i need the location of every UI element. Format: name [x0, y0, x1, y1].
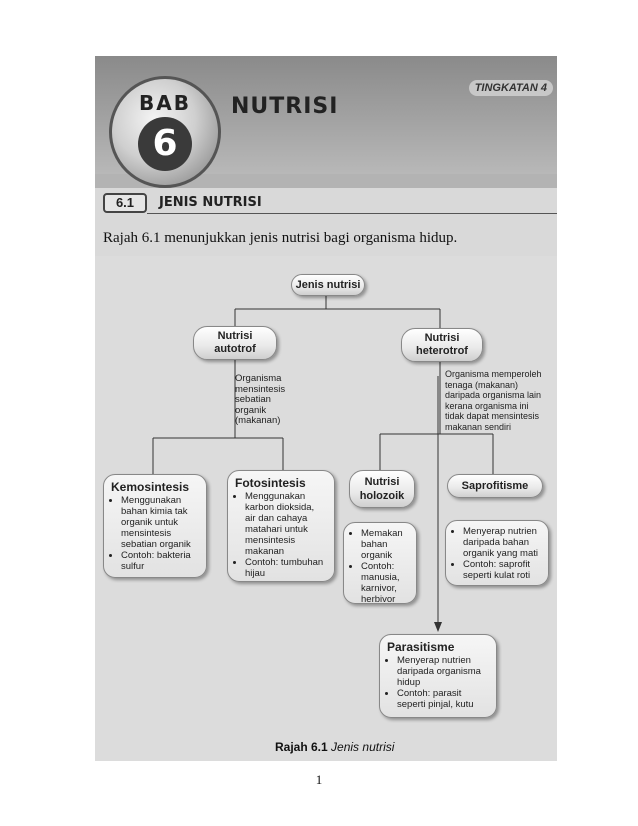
page-number: 1	[315, 772, 323, 787]
saprofitisme-point: • Contoh: saprofit seperti kulat roti	[463, 559, 541, 581]
parasitisme-point: • Menyerap nutrien daripada organisma hidup	[397, 655, 489, 688]
section-title: JENIS NUTRISI	[159, 195, 262, 210]
scanned-page	[95, 56, 557, 761]
fotosintesis-card	[227, 470, 335, 582]
holozoik-node	[349, 470, 415, 508]
holozoik-title-line1: Nutrisi	[364, 476, 400, 488]
autotrof-title-line1: Nutrisi	[217, 330, 253, 342]
fotosintesis-point: • Contoh: tumbuhan hijau	[245, 557, 327, 579]
parasitisme-card	[379, 634, 497, 718]
kemosintesis-title: Kemosintesis	[111, 480, 190, 494]
heterotrof-node	[401, 328, 483, 362]
parasitisme-title: Parasitisme	[387, 640, 455, 654]
kemosintesis-point: • Menggunakan bahan kimia tak organik untuk mensintesis sebatian organik	[121, 495, 199, 550]
holozoik-card	[343, 522, 417, 604]
holozoik-point: • Memakan bahan organik	[361, 528, 409, 561]
figure-caption-text: Jenis nutrisi	[331, 740, 395, 754]
root-node-label: Jenis nutrisi	[295, 279, 361, 291]
chapter-number: 6	[138, 117, 192, 171]
autotrof-node	[193, 326, 277, 360]
saprofitisme-node	[447, 474, 543, 498]
level-badge: TINGKATAN 4	[469, 80, 553, 96]
parasitisme-point: • Contoh: parasit seperti pinjal, kutu	[397, 688, 489, 710]
saprofitisme-title: Saprofitisme	[461, 480, 529, 492]
heterotrof-description: Organisma memperoleh tenaga (makanan) daripada organisma lain kerana organisma ini tidak dapat mensintesis makanan sendiri	[445, 369, 542, 432]
autotrof-title-line2: autotrof	[214, 343, 256, 355]
kemosintesis-card	[103, 474, 207, 578]
holozoik-point: • Contoh: manusia, karnivor, herbivor	[361, 561, 409, 605]
intro-text: Rajah 6.1 menunjukkan jenis nutrisi bagi organisma hidup.	[103, 230, 458, 246]
fotosintesis-point: • Menggunakan karbon dioksida, air dan cahaya matahari untuk mensintesis makanan	[245, 491, 327, 557]
root-node	[291, 274, 365, 296]
heterotrof-title-line1: Nutrisi	[424, 332, 460, 344]
section-number: 6.1	[103, 193, 147, 213]
saprofitisme-card	[445, 520, 549, 586]
heterotrof-title-line2: heterotrof	[416, 345, 468, 357]
figure-caption-label: Rajah 6.1	[275, 740, 328, 754]
holozoik-title-line2: holozoik	[359, 490, 405, 502]
chapter-title: NUTRISI	[231, 94, 339, 119]
autotrof-description: Organisma mensintesis sebatian organik (makanan)	[235, 373, 286, 426]
chapter-badge-label: BAB	[139, 91, 191, 115]
figure-caption	[275, 740, 394, 754]
fotosintesis-title: Fotosintesis	[235, 476, 306, 490]
saprofitisme-point: • Menyerap nutrien daripada bahan organik yang mati	[463, 526, 541, 559]
kemosintesis-point: • Contoh: bakteria sulfur	[121, 550, 199, 572]
